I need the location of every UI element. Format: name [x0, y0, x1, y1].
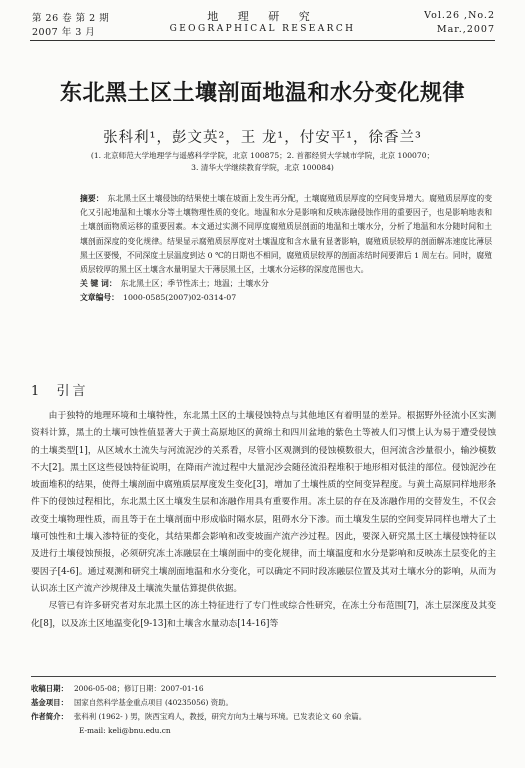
- received-line: [31, 682, 496, 696]
- fund-line: [31, 696, 496, 710]
- running-header: [0, 8, 525, 48]
- journal-name-cn: 地 理 研 究: [207, 10, 318, 23]
- author-email: E-mail: keli@bnu.edu.cn: [79, 726, 171, 735]
- article-number-line: [80, 291, 492, 305]
- footnote-block: [31, 676, 496, 738]
- received-label: 收稿日期：: [31, 684, 68, 693]
- abstract-block: [80, 192, 492, 306]
- fund-text: 国家自然科学基金重点项目 (40235056) 资助。: [73, 698, 233, 707]
- issue-date-en: Mar.,2007: [436, 24, 495, 35]
- abstract-label: 摘要：: [80, 194, 104, 203]
- section-heading: [31, 380, 89, 399]
- email-line: [31, 724, 496, 738]
- body-text: [31, 408, 496, 633]
- author-bio-line: [31, 710, 496, 724]
- section-number: 1: [31, 384, 43, 399]
- author-bio: 张科利 (1962- ) 男，陕西宝鸡人，教授，研究方向为土壤与环境。已发表论文 60 余篇。: [73, 712, 367, 721]
- abstract-text: 东北黑土区土壤侵蚀的结果使土壤在坡面上发生再分配，土壤腐殖质层厚度的空间变异增大。腐殖质层厚度的变化又引起地温和土壤水分等土壤物理性质的变化。地温和水分是影响和反映冻融侵蚀作用的重要因子，也是影响地表和土壤剖面物质运移的重要因素。本文通过实测不同厚度腐殖质层剖面的地温和土壤水分，分析了地温和水分随时间和土壤剖面深度的变化规律。结果显示腐殖质层厚度对土壤温度和含水量有显著影响，腐殖质层较厚的剖面解冻速度比薄层黑土区要慢，不同深度土层温度到达 0 ℃的日期也不相同，腐殖质层较厚的剖面冻结时间要滞后 1 周左右。同时，腐殖质层较厚的黑土区土壤含水量明显大于薄层黑土区，土壤水分运移的深度范围也大。: [80, 194, 493, 275]
- affiliation-line: (1. 北京师范大学地理学与遥感科学学院，北京 100875；2. 首都经贸大学城市学院，北京 100070；: [90, 151, 435, 160]
- journal-name-en: GEOGRAPHICAL RESEARCH: [169, 24, 356, 34]
- volume-issue: 第 26 卷 第 2 期: [32, 13, 110, 24]
- article-number-label: 文章编号：: [80, 293, 119, 303]
- author-bio-label: 作者简介：: [31, 712, 68, 721]
- received-dates: 2006-05-08；修订日期：2007-01-16: [73, 684, 204, 693]
- affiliation-line: 3. 清华大学继续教育学院，北京 100084): [191, 163, 334, 172]
- author-list: 张科利¹，彭文英²，王 龙¹，付安平¹，徐香兰³: [103, 130, 422, 146]
- fund-label: 基金项目：: [31, 698, 68, 707]
- issue-date: 2007 年 3 月: [32, 27, 96, 38]
- abstract-paragraph: [80, 192, 492, 277]
- keywords-label: 关 键 词：: [80, 279, 117, 289]
- header-rule: [30, 40, 495, 41]
- volume-issue-en: Vol.26 ,No.2: [424, 10, 495, 21]
- keywords-text: 东北黑土区；季节性冻土；地温；土壤水分: [120, 279, 269, 289]
- keywords-line: [80, 277, 492, 291]
- body-paragraph: 尽管已有许多研究者对东北黑土区的冻土特征进行了专门性或综合性研究，在冻土分布范围[7]，冻土层深度及其变化[8]，以及冻土区地温变化[9-13]和土壤含水量动态[14-16]等: [31, 601, 496, 629]
- paper-title: 东北黑土区土壤剖面地温和水分变化规律: [59, 81, 465, 106]
- body-paragraph: 由于独特的地理环境和土壤特性，东北黑土区的土壤侵蚀特点与其他地区有着明显的差异。根据野外径流小区实测资料计算，黑土的土壤可蚀性值显著大于黄土高原地区的黄绵土和四川盆地的紫色土等被人们习惯上认为易于遭受侵蚀的土壤类型[1]，从区域水土流失与河流泥沙的关系看，尽管小区观测到的侵蚀模数很大，但河流含沙量很小，输沙模数不大[2]。黑土区这些侵蚀特征说明，在降雨产流过程中大量泥沙会随径流沿程堆积于地形相对低洼的部位。侵蚀泥沙在坡面堆积的结果，使得土壤剖面中腐殖质层厚度发生变化[3]，增加了土壤性质的空间变异程度。与黄土高原同样地形条件下的侵蚀过程相比，东北黑土区土壤发生层和冻融作用具有重要作用。冻土层的存在及冻融作用的交替发生，不仅会改变土壤物理性质，而且等于在土壤剖面中形成临时隔水层，阻碍水分下渗。而土壤发生层的空间变异同样也增大了土壤可蚀性和土壤入渗特征的变化，其结果都会影响和改变坡面产流产沙过程。因此，要深入研究黑土区土壤侵蚀特征以及进行土壤侵蚀预报，必须研究冻土冻融层在土壤剖面中的变化规律，而土壤温度和水分是影响和反映冻土层变化的主要因子[4-6]。通过观测和研究土壤剖面地温和水分变化，可以确定不同时段冻融层位置及其对土壤水分的影响，从而为认识冻土区产流产沙规律及土壤流失量估算提供依据。: [31, 411, 496, 594]
- article-number: 1000-0585(2007)02-0314-07: [122, 293, 237, 303]
- section-title: 引言: [56, 384, 89, 399]
